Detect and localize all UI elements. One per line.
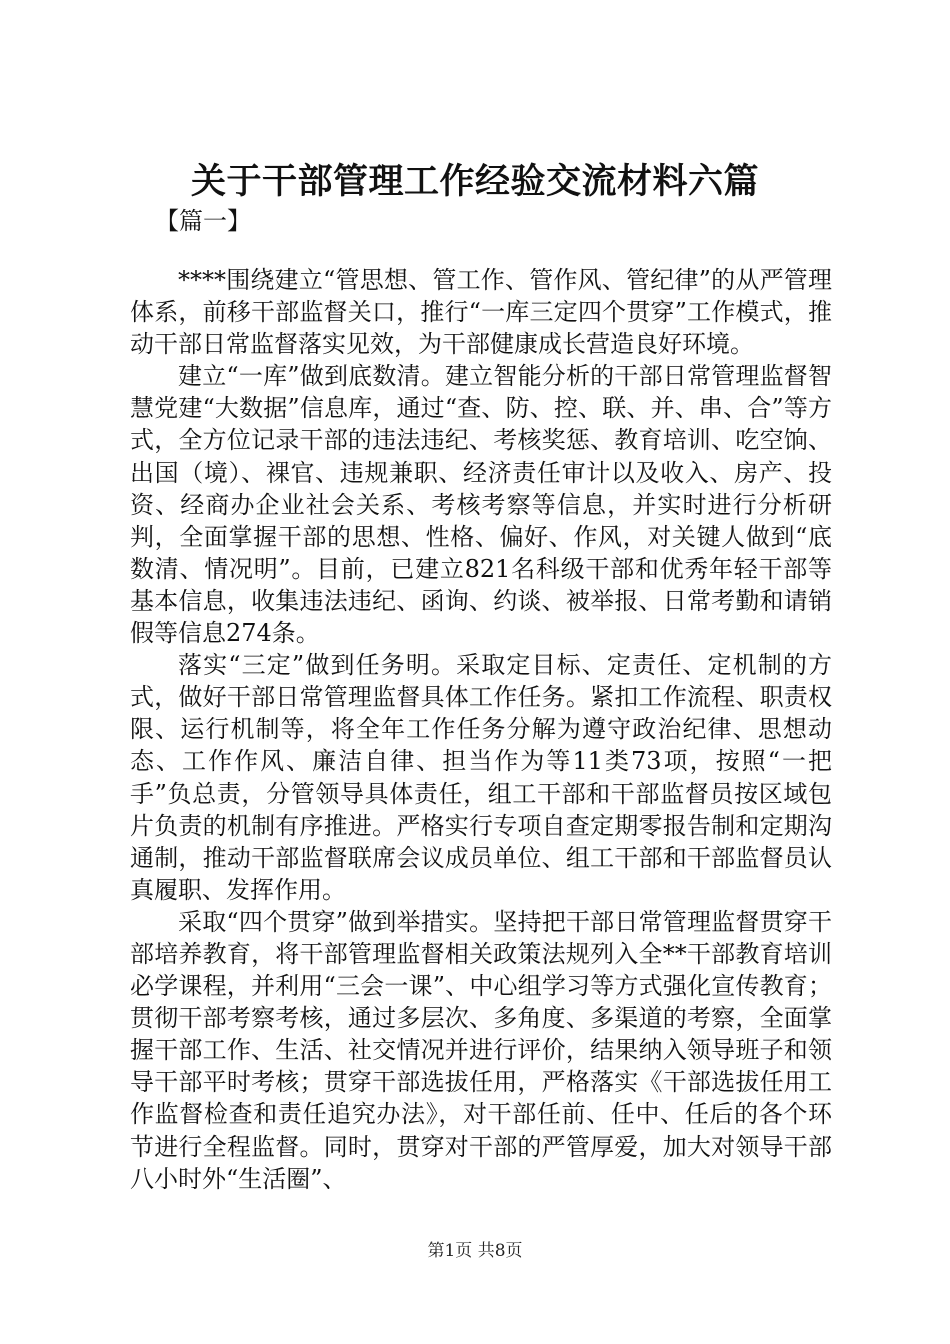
- page-number-footer: 第1页 共8页: [427, 1241, 523, 1261]
- paragraph-three-fixes: 落实“三定”做到任务明。采取定目标、定责任、定机制的方式，做好干部日常管理监督具体工作任务。紧扣工作流程、职责权限、运行机制等，将全年工作任务分解为遵守政治纪律、思想动态、工作作风、廉洁自律、担当作为等11类73项，按照“一把手”负总责，分管领导具体责任，组工干部和干部监督员按区域包片负责的机制有序推进。严格实行专项自查定期零报告制和定期沟通制，推动干部监督联席会议成员单位、组工干部和干部监督员认真履职、发挥作用。: [130, 651, 832, 904]
- document-body: [130, 264, 832, 1195]
- paragraph-intro: ****围绕建立“管思想、管工作、管作风、管纪律”的从严管理体系，前移干部监督关口，推行“一库三定四个贯穿”工作模式，推动干部日常监督落实见效，为干部健康成长营造良好环境。: [130, 266, 832, 359]
- document-title: 关于干部管理工作经验交流材料六篇: [190, 161, 759, 202]
- section-label: 【篇一】: [155, 207, 251, 235]
- paragraph-four-throughs: 采取“四个贯穿”做到举措实。坚持把干部日常管理监督贯穿干部培养教育，将干部管理监督相关政策法规列入全**干部教育培训必学课程，并利用“三会一课”、中心组学习等方式强化宣传教育；贯彻干部考察考核，通过多层次、多角度、多渠道的考察，全面掌握干部工作、生活、社交情况并进行评价，结果纳入领导班子和领导干部平时考核；贯穿干部选拔任用，严格落实《干部选拔任用工作监督检查和责任追究办法》，对干部任前、任中、任后的各个环节进行全程监督。同时，贯穿对干部的严管厚爱，加大对领导干部八小时外“生活圈”、: [130, 907, 832, 1193]
- paragraph-one-library: 建立“一库”做到底数清。建立智能分析的干部日常管理监督智慧党建“大数据”信息库，通过“查、防、控、联、并、串、合”等方式，全方位记录干部的违法违纪、考核奖惩、教育培训、吃空饷、出国（境）、裸官、违规兼职、经济责任审计以及收入、房产、投资、经商办企业社会关系、考核考察等信息，并实时进行分析研判，全面掌握干部的思想、性格、偏好、作风，对关键人做到“底数清、情况明”。目前，已建立821名科级干部和优秀年轻干部等基本信息，收集违法违纪、函询、约谈、被举报、日常考勤和请销假等信息274条。: [130, 362, 832, 648]
